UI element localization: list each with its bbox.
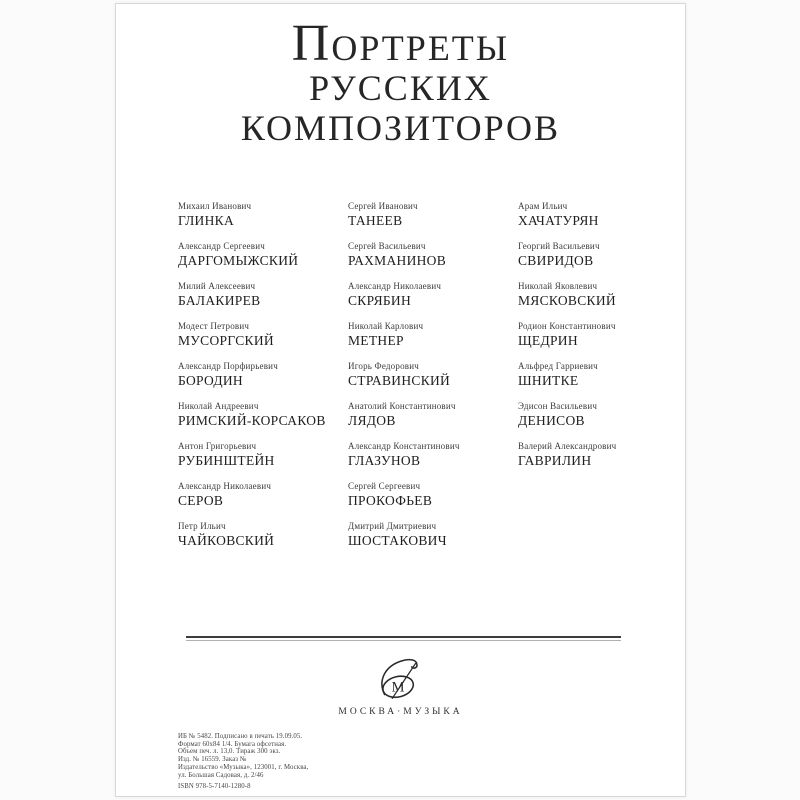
composer-surname: ШОСТАКОВИЧ xyxy=(348,533,447,548)
imprint-line: Объем печ. л. 13,0. Тираж 300 экз. xyxy=(178,748,281,756)
composer-given-name: Николай Карлович xyxy=(348,321,424,331)
publisher-logo xyxy=(116,654,685,709)
composer-surname: ДЕНИСОВ xyxy=(518,413,585,428)
composer-column-2 xyxy=(348,201,516,561)
composer-surname: СВИРИДОВ xyxy=(518,253,594,268)
composer-given-name: Сергей Иванович xyxy=(348,201,418,211)
composer-surname: РУБИНШТЕЙН xyxy=(178,453,275,468)
composer-entry xyxy=(178,481,346,521)
composer-entry xyxy=(348,281,516,321)
composer-entry xyxy=(178,521,346,561)
composer-surname: ТАНЕЕВ xyxy=(348,213,403,228)
composer-surname: ГЛИНКА xyxy=(178,213,234,228)
composer-surname: РИМСКИЙ-КОРСАКОВ xyxy=(178,413,326,428)
composer-surname: ЧАЙКОВСКИЙ xyxy=(178,533,275,548)
page-title xyxy=(116,15,685,152)
composer-given-name: Игорь Федорович xyxy=(348,361,419,371)
title-line-2: русских xyxy=(309,55,492,112)
composer-entry xyxy=(518,201,686,241)
composer-surname: ХАЧАТУРЯН xyxy=(518,213,599,228)
composer-given-name: Георгий Васильевич xyxy=(518,241,600,251)
composer-column-1 xyxy=(178,201,346,561)
composer-entry xyxy=(178,321,346,361)
composer-entry xyxy=(178,441,346,481)
composer-entry xyxy=(178,241,346,281)
composer-surname: ПРОКОФЬЕВ xyxy=(348,493,433,508)
composer-given-name: Родион Константинович xyxy=(518,321,616,331)
composer-entry xyxy=(348,361,516,401)
composer-given-name: Михаил Иванович xyxy=(178,201,252,211)
composer-entry xyxy=(518,361,686,401)
composer-entry xyxy=(348,521,516,561)
composer-surname: ДАРГОМЫЖСКИЙ xyxy=(178,253,299,268)
imprint-line: ISBN 978-5-7140-1280-8 xyxy=(178,782,251,790)
composer-surname: МЕТНЕР xyxy=(348,333,404,348)
composer-given-name: Александр Николаевич xyxy=(348,281,442,291)
composer-entry xyxy=(348,441,516,481)
imprint-line: Формат 60х84 1/4. Бумага офсетная. xyxy=(178,740,287,748)
composer-given-name: Александр Порфирьевич xyxy=(178,361,278,371)
svg-text:М: М xyxy=(391,679,405,696)
composer-given-name: Антон Григорьевич xyxy=(178,441,257,451)
composer-entry xyxy=(348,241,516,281)
composer-entry xyxy=(178,201,346,241)
composer-entry xyxy=(178,401,346,441)
composer-entry xyxy=(178,361,346,401)
composer-given-name: Анатолий Константинович xyxy=(348,401,456,411)
title-line-3: композиторов xyxy=(240,95,561,152)
composer-entry xyxy=(518,401,686,441)
composer-surname: СТРАВИНСКИЙ xyxy=(348,373,451,388)
composer-given-name: Сергей Васильевич xyxy=(348,241,426,251)
muzyka-note-emblem-icon xyxy=(372,679,430,708)
composer-entry xyxy=(348,401,516,441)
title-line-1: Портреты xyxy=(291,15,510,72)
composer-given-name: Николай Андреевич xyxy=(178,401,259,411)
composer-entry xyxy=(518,281,686,321)
composer-entry xyxy=(518,321,686,361)
composer-given-name: Александр Сергеевич xyxy=(178,241,265,251)
composer-given-name: Дмитрий Дмитриевич xyxy=(348,521,437,531)
composer-surname: БАЛАКИРЕВ xyxy=(178,293,261,308)
composer-surname: ЛЯДОВ xyxy=(348,413,396,428)
composer-given-name: Арам Ильич xyxy=(518,201,568,211)
composer-column-3 xyxy=(518,201,686,481)
composer-entry xyxy=(348,481,516,521)
composer-given-name: Милий Алексеевич xyxy=(178,281,256,291)
composer-entry xyxy=(348,201,516,241)
publisher-city-label: МОСКВА·МУЗЫКА xyxy=(338,707,463,717)
composer-surname: РАХМАНИНОВ xyxy=(348,253,447,268)
imprint-line: ул. Большая Садовая, д. 2/46 xyxy=(178,771,264,779)
imprint-line: Изд. № 16559. Заказ № xyxy=(178,756,247,764)
composer-surname: БОРОДИН xyxy=(178,373,243,388)
composer-given-name: Александр Константинович xyxy=(348,441,460,451)
composer-surname: ГЛАЗУНОВ xyxy=(348,453,421,468)
composer-given-name: Альфред Гарриевич xyxy=(518,361,598,371)
composer-surname: МУСОРГСКИЙ xyxy=(178,333,274,348)
composer-given-name: Сергей Сергеевич xyxy=(348,481,421,491)
composer-given-name: Эдисон Васильевич xyxy=(518,401,598,411)
composer-given-name: Александр Николаевич xyxy=(178,481,272,491)
composer-given-name: Николай Яковлевич xyxy=(518,281,598,291)
composer-surname: СКРЯБИН xyxy=(348,293,412,308)
composer-surname: ЩЕДРИН xyxy=(518,333,578,348)
imprint-block xyxy=(178,733,308,790)
composer-entry xyxy=(178,281,346,321)
imprint-line: ИБ № 5482. Подписано в печать 19.09.05. xyxy=(178,733,303,740)
book-page xyxy=(115,3,686,797)
composer-entry xyxy=(348,321,516,361)
double-rule-divider xyxy=(186,636,621,641)
composer-surname: СЕРОВ xyxy=(178,493,224,508)
composer-given-name: Модест Петрович xyxy=(178,321,250,331)
composer-surname: ШНИТКЕ xyxy=(518,373,579,388)
composer-surname: МЯСКОВСКИЙ xyxy=(518,293,616,308)
composer-given-name: Петр Ильич xyxy=(178,521,226,531)
imprint-line: Издательство «Музыка», 123001, г. Москва, xyxy=(178,763,309,771)
composer-surname: ГАВРИЛИН xyxy=(518,453,592,468)
composer-given-name: Валерий Александрович xyxy=(518,441,617,451)
composer-entry xyxy=(518,241,686,281)
composer-entry xyxy=(518,441,686,481)
